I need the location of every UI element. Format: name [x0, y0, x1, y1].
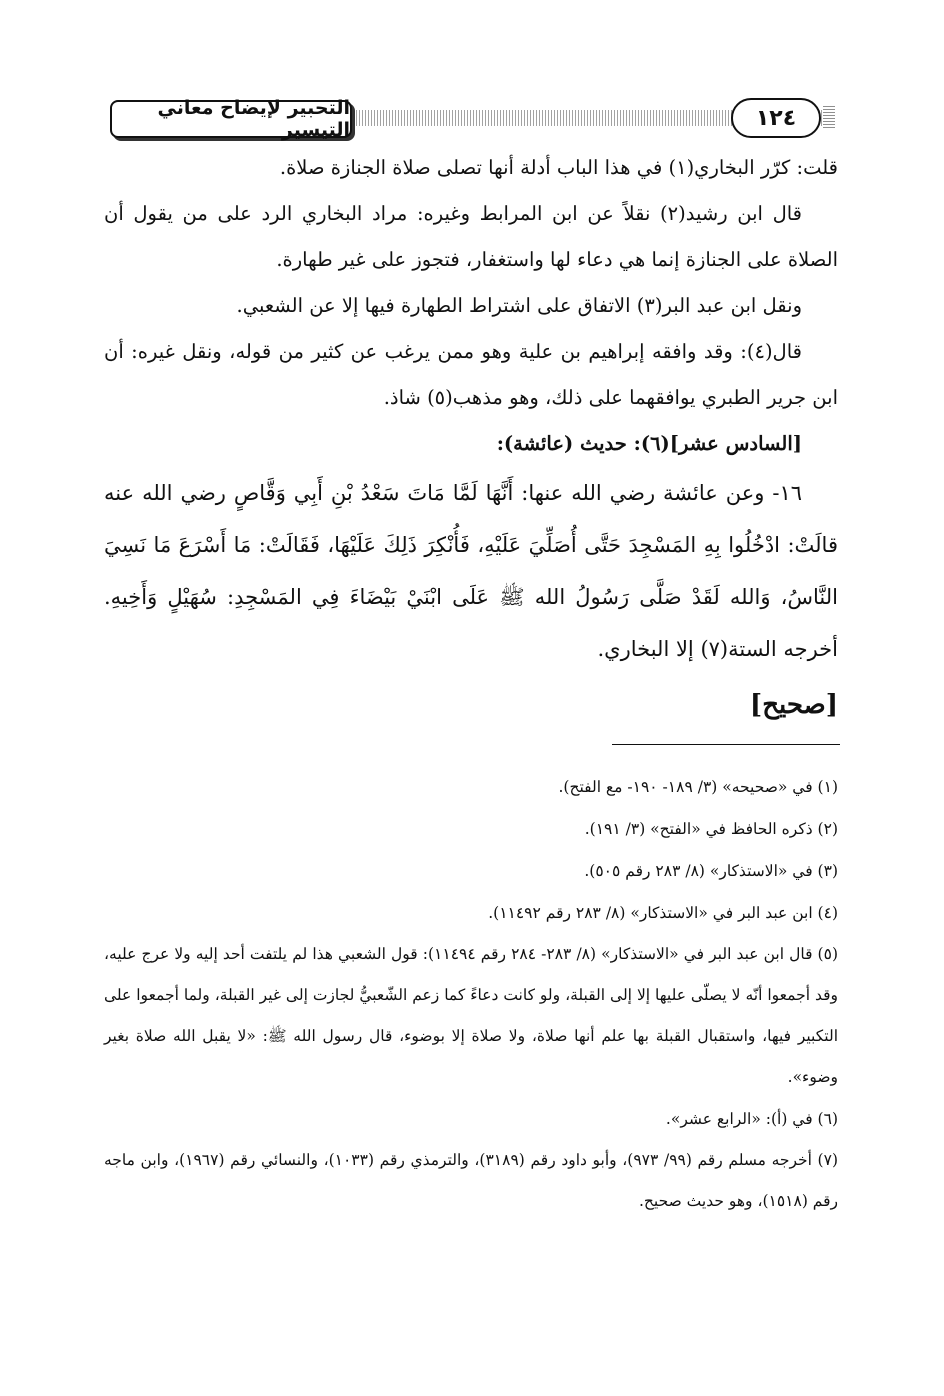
hadith-grade: [صحيح]	[749, 690, 838, 720]
footnote-separator	[612, 744, 840, 745]
footnote-3: (٣) في «الاستذكار» (٨/ ٢٨٣ رقم ٥٠٥).	[584, 862, 838, 880]
paragraph-2: قال ابن رشيد(٢) نقلاً عن ابن المرابط وغيره: مراد البخاري الرد على من يقول أن الصلاة على الجنازة إنما هي دعاء لها واستغفار، فتجوز على غير طهارة.	[104, 202, 838, 271]
main-text	[104, 145, 838, 733]
footnote-2: (٢) ذكره الحافظ في «الفتح» (٣/ ١٩١).	[584, 820, 838, 838]
book-title: التحبير لإيضاح معاني التيسير	[110, 100, 352, 138]
footnote-1: (١) في «صحيحه» (٣/ ١٨٩- ١٩٠- مع الفتح).	[558, 778, 838, 796]
paragraph-1: قلت: كرّر البخاري(١) في هذا الباب أدلة أنها تصلى صلاة الجنازة صلاة.	[279, 156, 838, 179]
hadith-text: ١٦- وعن عائشة رضي الله عنها: أَنَّهَا لَمَّا مَاتَ سَعْدُ بْنِ أَبِي وَقَّاصٍ رضي الله عنه قالَتْ: ادْخُلُوا بِهِ المَسْجِدَ حَتَّى أُصَلِّيَ عَلَيْهِ، فَأُنْكِرَ ذَلِكَ عَلَيْهَا، فَقَالَتْ: مَا أَسْرَعَ مَا نَسِيَ النَّاسُ، وَالله لَقَدْ صَلَّى رَسُولُ الله ﷺ عَلَى ابْنَيْ بَيْضَاءَ فِي المَسْجِدِ: سُهَيْلٍ وَأَخِيهِ. أخرجه الستة(٧) إلا البخاري.	[104, 481, 838, 661]
hadith-heading: [السادس عشر](٦): حديث (عائشة):	[496, 432, 802, 455]
page-number: ١٢٤	[731, 98, 821, 138]
paragraph-3: ونقل ابن عبد البر(٣) الاتفاق على اشتراط الطهارة فيها إلا عن الشعبي.	[236, 294, 802, 317]
footnote-6: (٦) في (أ): «الرابع عشر».	[665, 1110, 838, 1128]
paragraph-4: قال(٤): وقد وافقه إبراهيم بن علية وهو ممن يرغب عن كثير من قوله، ونقل غيره: أن ابن جرير الطبري يوافقهما على ذلك، وهو مذهب(٥) شاذ.	[104, 340, 838, 409]
header-ornament-cap	[823, 104, 835, 128]
footnotes	[104, 766, 838, 1222]
footnote-7: (٧) أخرجه مسلم رقم (٩٩/ ٩٧٣)، وأبو داود رقم (٣١٨٩)، والترمذي رقم (١٠٣٣)، والنسائي رقم (١٩٦٧)، وابن ماجه رقم (١٥١٨)، وهو حديث صحيح.	[104, 1151, 838, 1210]
footnote-4: (٤) ابن عبد البر في «الاستذكار» (٨/ ٢٨٣ رقم ١١٤٩٢).	[488, 904, 838, 922]
footnote-5: (٥) قال ابن عبد البر في «الاستذكار» (٨/ ٢٨٣- ٢٨٤ رقم ١١٤٩٤): قول الشعبي هذا لم يلتفت أحد إليه ولا عرج عليه، وقد أجمعوا أنّه لا يصلّى عليها إلا إلى القبلة، ولو كانت دعاءً كما زعم الشّعبيُّ لجازت إلى غير القبلة، ولما أجمعوا على التكبير فيها، واستقبال القبلة بها علم أنها صلاة، ولا صلاة إلا بوضوء، قال رسول الله ﷺ: «لا يقبل الله صلاة بغير وضوء».	[104, 945, 838, 1086]
running-header	[110, 97, 835, 141]
